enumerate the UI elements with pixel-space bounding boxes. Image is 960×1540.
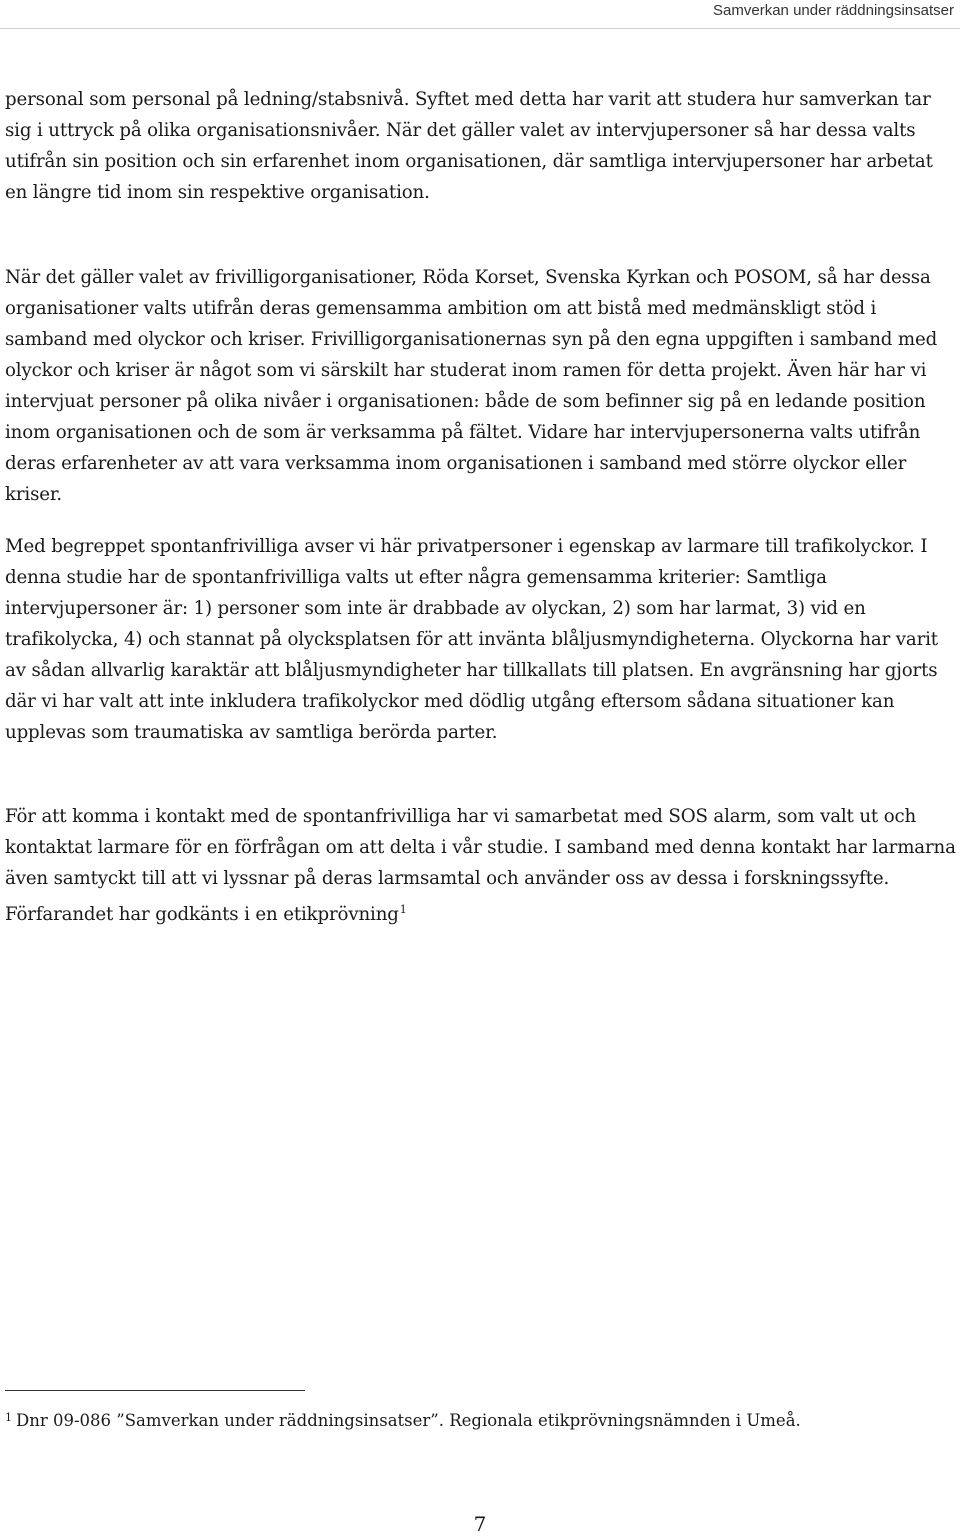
body-paragraph: [5, 801, 956, 930]
footnote-number: 1: [5, 1411, 12, 1424]
body-paragraph: personal som personal på ledning/stabsnivå. Syftet med detta har varit att studera hur samverkan tar sig i uttryck på olika organisationsnivåer. När det gäller valet av intervjupersoner så har dessa valts utifrån sin position och sin erfarenhet inom organisationen, där samtliga intervjupersoner har arbetat en längre tid inom sin respektive organisation.: [5, 89, 933, 203]
running-title: Samverkan under räddningsinsatser: [713, 2, 954, 19]
body-paragraph: När det gäller valet av frivilligorganisationer, Röda Korset, Svenska Kyrkan och POSOM, så har dessa organisationer valts utifrån deras gemensamma ambition om att bistå med medmänskligt stöd i samband med olyckor och kriser. Frivilligorganisationernas syn på den egna uppgiften i samband med olyckor och kriser är något som vi särskilt har studerat inom ramen för detta projekt. Även här har vi intervjuat personer på olika nivåer i organisationen: både de som befinner sig på en ledande position inom organisationen och de som är verksamma på fältet. Vidare har intervjupersonerna valts utifrån deras erfarenheter av att vara verksamma inom organisationen i samband med större olyckor eller kriser.: [5, 267, 938, 505]
footnote: [5, 1406, 801, 1433]
footnote-text: Dnr 09-086 ”Samverkan under räddningsinsatser”. Regionala etikprövningsnämnden i Umeå.: [16, 1411, 801, 1430]
paragraph-text: För att komma i kontakt med de spontanfrivilliga har vi samarbetat med SOS alarm, som valt ut och kontaktat larmare för en förfrågan om att delta i vår studie. I samband med denna kontakt har larmarna även samtyckt till att vi lyssnar på deras larmsamtal och använder oss av dessa i forskningssyfte. Förfarandet har godkänts i en etikprövning: [5, 806, 956, 925]
footnote-reference[interactable]: 1: [399, 903, 407, 916]
footnote-separator: [5, 1390, 305, 1391]
body-paragraph: Med begreppet spontanfrivilliga avser vi här privatpersoner i egenskap av larmare till trafikolyckor. I denna studie har de spontanfrivilliga valts ut efter några gemensamma kriterier: Samtliga intervjupersoner är: 1) personer som inte är drabbade av olyckan, 2) som har larmat, 3) vid en trafikolycka, 4) och stannat på olycksplatsen för att invänta blåljusmyndigheterna. Olyckorna har varit av sådan allvarlig karaktär att blåljusmyndigheter har tillkallats till platsen. En avgränsning har gjorts där vi har valt att inte inkludera trafikolyckor med dödlig utgång eftersom sådana situationer kan upplevas som traumatiska av samtliga berörda parter.: [5, 536, 938, 743]
running-header: [0, 0, 960, 29]
page-number: 7: [473, 1512, 487, 1536]
